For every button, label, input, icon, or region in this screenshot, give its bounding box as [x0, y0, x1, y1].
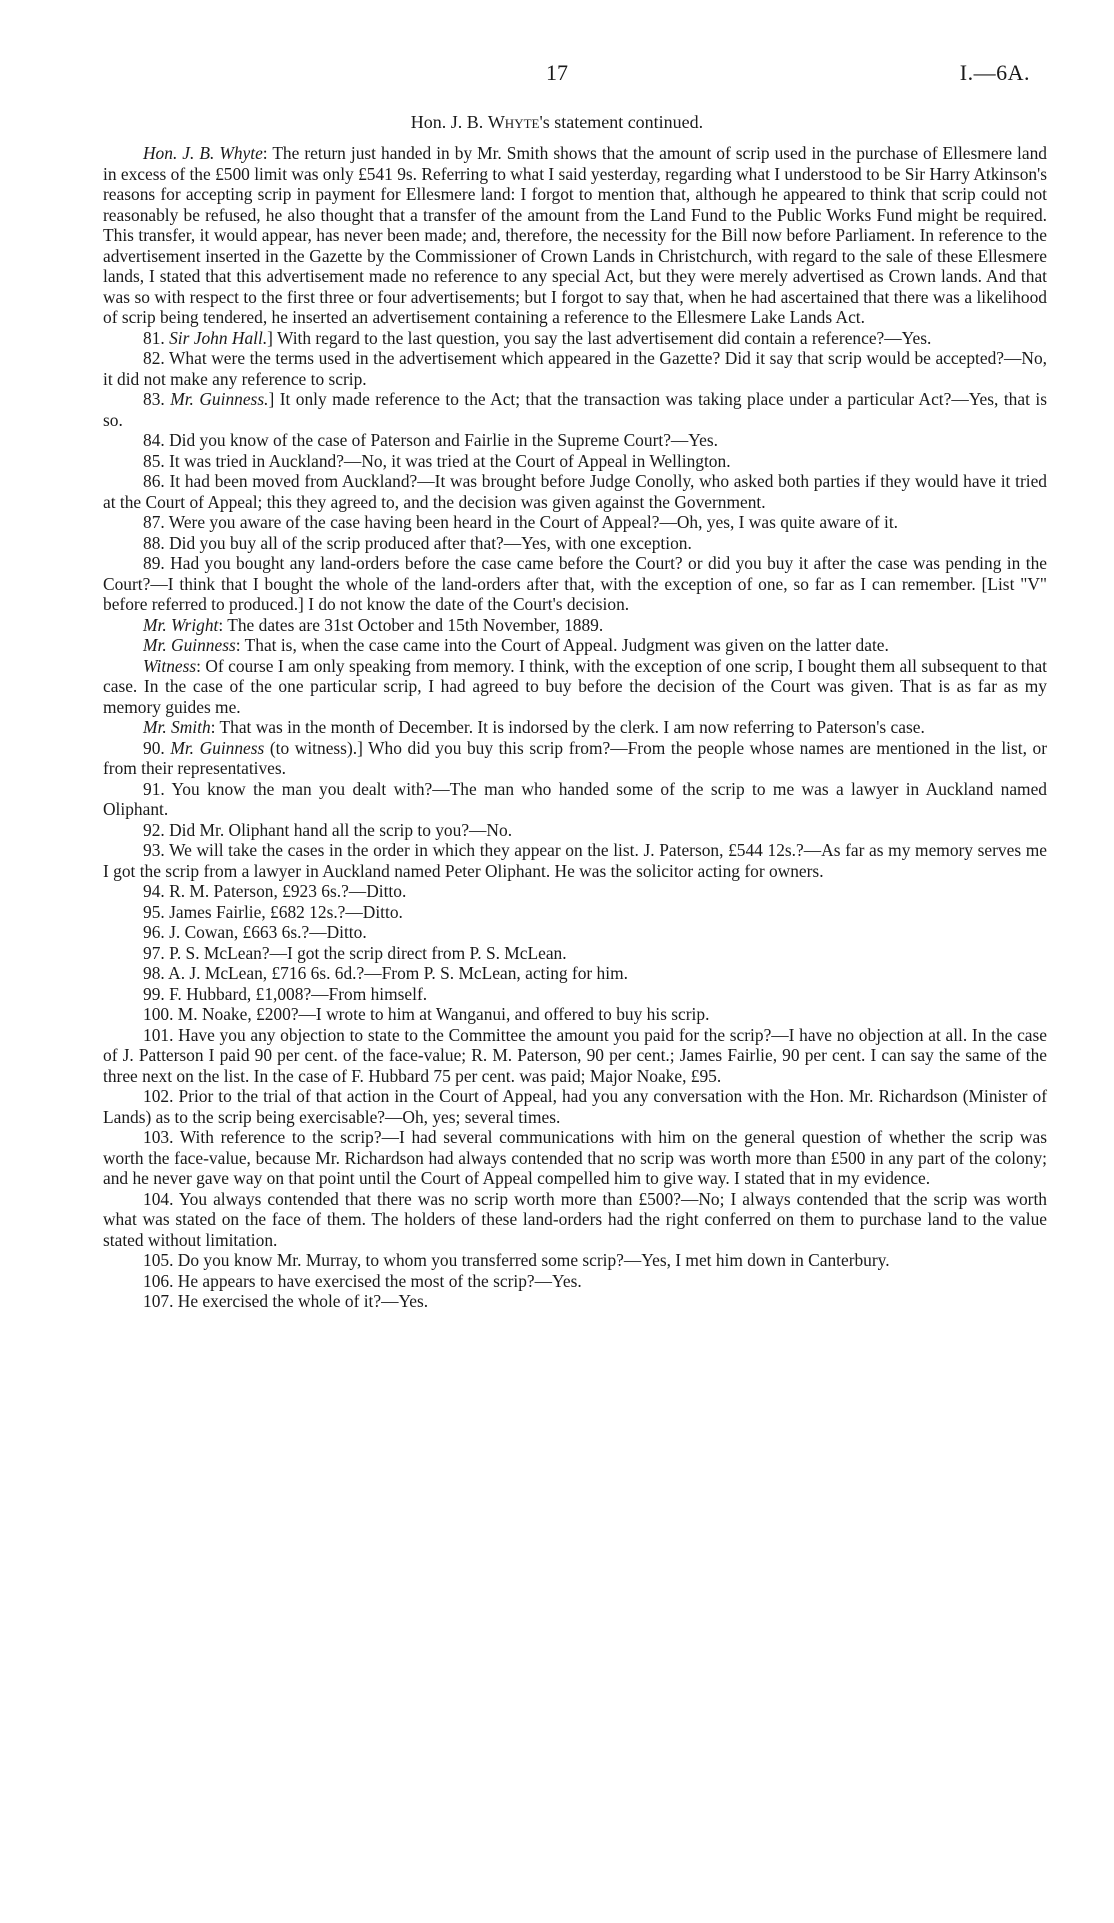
question-number: 107.: [143, 1291, 174, 1311]
paragraph-text: It had been moved from Auckland?—It was brought before Judge Conolly, who asked both parties if they would have it tried at the Court of Appeal; this they agreed to, and the decision was given against the Government.: [103, 471, 1047, 512]
section-heading: [0, 112, 1114, 133]
testimony-paragraph: [103, 656, 1047, 718]
paragraph-text: F. Hubbard, £1,008?—From himself.: [169, 983, 428, 1004]
testimony-paragraph: [103, 143, 1047, 328]
document-reference: I.—6A.: [959, 60, 1030, 85]
testimony-paragraph: [103, 451, 1047, 472]
question-number: 95.: [143, 901, 165, 922]
testimony-paragraph: [103, 533, 1047, 554]
testimony-paragraph: [103, 1127, 1047, 1189]
testimony-paragraph: [103, 1025, 1047, 1087]
testimony-paragraph: [103, 1271, 1047, 1292]
testimony-paragraph: [103, 840, 1047, 881]
paragraph-text: ] It only made reference to the Act; that the transaction was taking place under a particular Act?—Yes, that is so.: [103, 389, 1047, 430]
testimony-paragraph: [103, 1004, 1047, 1025]
paragraph-text: : That is, when the case came into the Court of Appeal. Judgment was given on the latter date.: [235, 635, 889, 655]
paragraph-text: You always contended that there was no scrip worth more than £500?—No; I always contended that the scrip was worth what was stated on the face of them. The holders of these land-orders had the right conferred on them to purchase land to the value stated without limitation.: [103, 1188, 1047, 1250]
paragraph-text: : Of course I am only speaking from memory. I think, with the exception of one scrip, I bought them all subsequent to that case. In the case of the one particular scrip, I had agreed to buy before the decision of the Court was given. That is as far as my memory guides me.: [103, 655, 1047, 717]
testimony-paragraph: [103, 984, 1047, 1005]
paragraph-text: : That was in the month of December. It is indorsed by the clerk. I am now referring to Paterson's case.: [210, 717, 925, 737]
paragraph-text: It was tried in Auckland?—No, it was tried at the Court of Appeal in Wellington.: [169, 450, 731, 471]
testimony-paragraph: [103, 738, 1047, 779]
testimony-paragraph: [103, 779, 1047, 820]
question-number: 94.: [143, 881, 165, 901]
paragraph-text: (to witness).] Who did you buy this scrip from?—From the people whose names are mentioned in the list, or from their representatives.: [103, 737, 1047, 778]
paragraph-text: J. Cowan, £663 6s.?—Ditto.: [169, 922, 367, 942]
paragraph-text: : The return just handed in by Mr. Smith shows that the amount of scrip used in the purchase of Ellesmere land in excess of the £500 limit was only £541 9s. Referring to what I said yesterday, regarding what I understood to be Sir Harry Atkinson's reasons for accepting scrip in payment for Ellesmere land: I forgot to mention that, although he appeared to think that scrip could not reasonably be refused, he also thought that a transfer of the amount from the Land Fund to the Public Works Fund might be required. This transfer, it would appear, has never been made; and, therefore, the necessity for the Bill now before Parliament. In reference to the advertisement inserted in the Gazette by the Commissioner of Crown Lands in Christchurch, with regard to the sale of these Ellesmere lands, I stated that this advertisement made no reference to any special Act, but they were merely advertised as Crown lands. And that was so with respect to the first three or four advertisements; but I forgot to say that, when he had ascertained that there was a likelihood of scrip being tendered, he inserted an advertisement containing a reference to the Ellesmere Lake Lands Act.: [103, 143, 1047, 327]
speaker-name: Mr. Guinness.: [170, 389, 269, 409]
testimony-paragraph: [103, 635, 1047, 656]
testimony-paragraph: [103, 615, 1047, 636]
speaker-name: Sir John Hall.: [169, 327, 268, 348]
speaker-name: Hon. J. B. Whyte: [143, 143, 263, 163]
speaker-name: Witness: [143, 655, 197, 676]
question-number: 90.: [143, 737, 165, 758]
paragraph-text: Had you bought any land-orders before the case came before the Court? or did you buy it after the case was pending in the Court?—I think that I bought the whole of the land-orders after that, with the exception of one, so far as I can remember. [List "V" before referred to produced.] I do not know the date of the Court's decision.: [103, 553, 1047, 614]
speaker-name: Mr. Smith: [143, 717, 211, 737]
question-number: 98.: [143, 963, 165, 983]
paragraph-text: He exercised the whole of it?—Yes.: [177, 1291, 429, 1311]
paragraph-text: He appears to have exercised the most of the scrip?—Yes.: [177, 1270, 582, 1291]
question-number: 81.: [143, 327, 165, 348]
question-number: 92.: [143, 819, 165, 840]
question-number: 86.: [143, 471, 165, 491]
heading-suffix: 's statement continued.: [539, 112, 704, 132]
testimony-paragraph: [103, 1250, 1047, 1271]
testimony-paragraph: [103, 1086, 1047, 1127]
paragraph-text: Did you buy all of the scrip produced after that?—Yes, with one exception.: [169, 532, 692, 553]
testimony-paragraph: [103, 922, 1047, 943]
paragraph-text: M. Noake, £200?—I wrote to him at Wanganui, and offered to buy his scrip.: [177, 1004, 710, 1024]
question-number: 106.: [143, 1270, 174, 1291]
paragraph-text: ] With regard to the last question, you say the last advertisement did contain a reference?—Yes.: [267, 327, 932, 348]
testimony-paragraph: [103, 963, 1047, 984]
question-number: 99.: [143, 983, 165, 1004]
testimony-paragraph: [103, 1291, 1047, 1312]
question-number: 97.: [143, 942, 165, 963]
paragraph-text: With reference to the scrip?—I had several communications with him on the general question of whether the scrip was worth the face-value, because Mr. Richardson had always contended that no scrip was worth more than £500 in any part of the colony; and he never gave way on that point until the Court of Appeal compelled him to give way. I stated that in my evidence.: [103, 1127, 1047, 1188]
speaker-name: Mr. Guinness: [143, 635, 236, 655]
question-number: 100.: [143, 1004, 174, 1024]
paragraph-text: Were you aware of the case having been heard in the Court of Appeal?—Oh, yes, I was quite aware of it.: [168, 512, 899, 532]
paragraph-text: Did you know of the case of Paterson and Fairlie in the Supreme Court?—Yes.: [169, 430, 718, 450]
testimony-paragraph: [103, 471, 1047, 512]
question-number: 104.: [143, 1188, 174, 1209]
testimony-paragraph: [103, 820, 1047, 841]
testimony-paragraph: [103, 389, 1047, 430]
paragraph-text: Do you know Mr. Murray, to whom you transferred some scrip?—Yes, I met him down in Canterbury.: [177, 1250, 890, 1270]
testimony-paragraph: [103, 1189, 1047, 1251]
paragraph-text: A. J. McLean, £716 6s. 6d.?—From P. S. McLean, acting for him.: [168, 963, 628, 983]
testimony-paragraph: [103, 553, 1047, 615]
paragraph-text: : The dates are 31st October and 15th November, 1889.: [218, 614, 604, 635]
question-number: 93.: [143, 840, 165, 860]
question-number: 82.: [143, 348, 165, 368]
testimony-paragraph: [103, 881, 1047, 902]
testimony-paragraph: [103, 902, 1047, 923]
testimony-paragraph: [103, 348, 1047, 389]
testimony-paragraph: [103, 328, 1047, 349]
testimony-paragraph: [103, 430, 1047, 451]
paragraph-text: Prior to the trial of that action in the Court of Appeal, had you any conversation with the Hon. Mr. Richardson (Minister of Lands) as to the scrip being exercisable?—Oh, yes; several times.: [103, 1086, 1047, 1127]
question-number: 87.: [143, 512, 165, 532]
paragraph-text: We will take the cases in the order in which they appear on the list. J. Paterson, £544 12s.?—As far as my memory serves me I got the scrip from a lawyer in Auckland named Peter Oliphant. He was the solicitor acting for owners.: [103, 840, 1047, 881]
question-number: 85.: [143, 450, 165, 471]
testimony-body: [103, 143, 1047, 1312]
testimony-paragraph: [103, 717, 1047, 738]
question-number: 89.: [143, 553, 165, 573]
question-number: 101.: [143, 1024, 174, 1045]
question-number: 102.: [143, 1086, 174, 1106]
speaker-name: Mr. Wright: [143, 614, 219, 635]
heading-name: Whyte: [487, 112, 540, 132]
question-number: 83.: [143, 389, 165, 409]
question-number: 103.: [143, 1127, 174, 1147]
page-number: 17: [546, 60, 568, 85]
question-number: 96.: [143, 922, 165, 942]
paragraph-text: James Fairlie, £682 12s.?—Ditto.: [169, 901, 403, 922]
paragraph-text: Have you any objection to state to the Committee the amount you paid for the scrip?—I have no objection at all. In the case of J. Patterson I paid 90 per cent. of the face-value; R. M. Paterson, 90 per cent.; James Fairlie, 90 per cent. I can say the same of the three next on the list. In the case of F. Hubbard 75 per cent. was paid; Major Noake, £95.: [103, 1024, 1047, 1086]
question-number: 105.: [143, 1250, 174, 1270]
paragraph-text: Did Mr. Oliphant hand all the scrip to you?—No.: [169, 819, 513, 840]
paragraph-text: What were the terms used in the advertisement which appeared in the Gazette? Did it say that scrip would be accepted?—No, it did not make any reference to scrip.: [103, 348, 1047, 389]
question-number: 84.: [143, 430, 165, 450]
paragraph-text: P. S. McLean?—I got the scrip direct from P. S. McLean.: [169, 942, 567, 963]
question-number: 91.: [143, 778, 165, 799]
testimony-paragraph: [103, 943, 1047, 964]
heading-prefix: Hon. J. B.: [410, 112, 488, 132]
paragraph-text: R. M. Paterson, £923 6s.?—Ditto.: [169, 881, 407, 901]
question-number: 88.: [143, 532, 165, 553]
testimony-paragraph: [103, 512, 1047, 533]
speaker-name: Mr. Guinness: [170, 737, 265, 758]
paragraph-text: You know the man you dealt with?—The man who handed some of the scrip to me was a lawyer in Auckland named Oliphant.: [103, 778, 1048, 819]
